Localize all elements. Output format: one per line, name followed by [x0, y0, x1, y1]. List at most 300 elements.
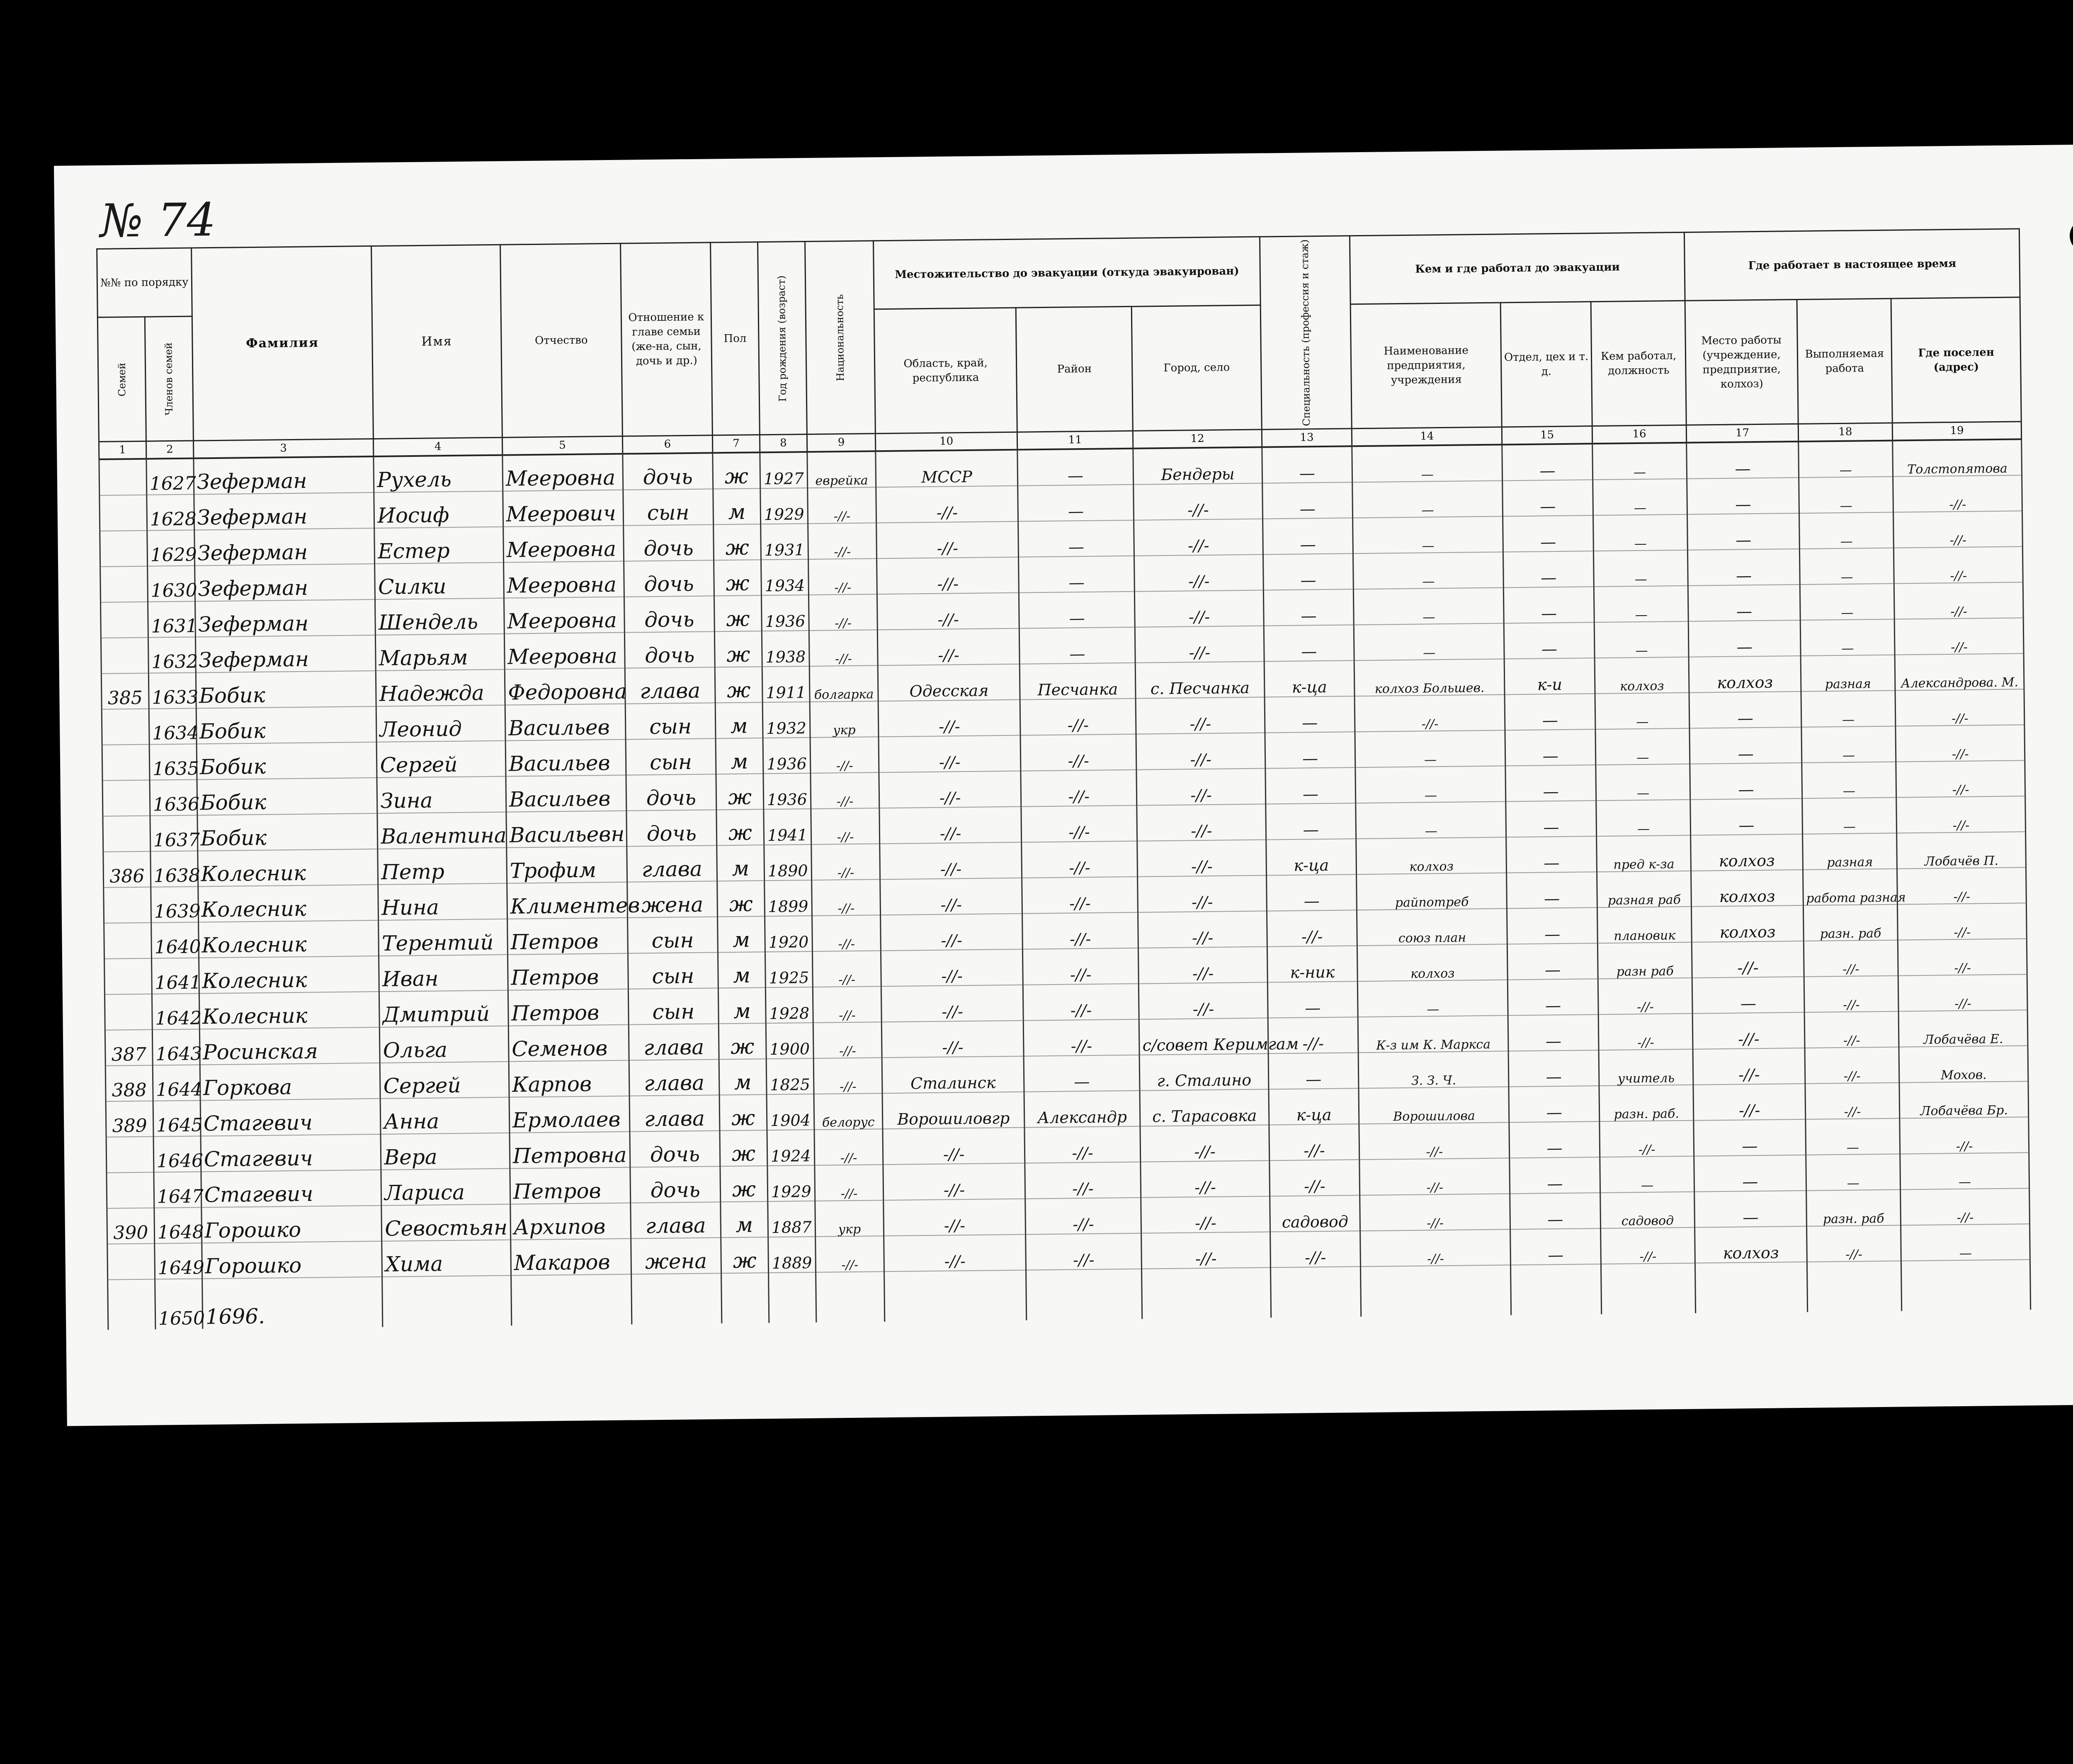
job-cell: —: [1801, 691, 1896, 727]
family-number: [106, 1137, 154, 1173]
empty-cell: [1901, 1260, 2031, 1311]
family-number: [102, 780, 150, 816]
sex-cell: ж: [720, 1166, 768, 1202]
name-cell: Хима: [382, 1240, 511, 1277]
region-cell: -//-: [883, 1163, 1025, 1201]
enterprise-cell: —: [1352, 481, 1503, 518]
surname-cell: Бобик: [196, 671, 376, 709]
enterprise-cell: колхоз: [1356, 837, 1507, 875]
sex-cell: ж: [714, 560, 762, 596]
relation-cell: глава: [629, 1060, 719, 1096]
header-families: Семей: [97, 317, 146, 442]
enterprise-cell: —: [1353, 517, 1503, 554]
settled-address-cell: -//-: [1894, 582, 2024, 619]
specialty-cell: —: [1265, 696, 1355, 733]
district-cell: —: [1019, 592, 1135, 628]
workplace-cell: —: [1694, 1191, 1806, 1228]
relation-cell: сын: [626, 739, 716, 775]
family-number: 386: [103, 852, 151, 888]
birth-year-cell: 1929: [760, 488, 808, 524]
settled-address-cell: Лобачёв П.: [1897, 832, 2026, 869]
name-cell: Сергей: [376, 741, 505, 778]
name-cell: Леонид: [376, 705, 505, 742]
header-prior-work-group: Кем и где работал до эвакуации: [1350, 232, 1685, 304]
header-workplace: Место работы (учреждение, предприятие, колхоз): [1685, 300, 1798, 425]
nationality-cell: -//-: [811, 773, 879, 809]
patronymic-cell: Петров: [507, 954, 628, 990]
specialty-cell: -//-: [1267, 910, 1357, 947]
district-cell: -//-: [1020, 699, 1136, 735]
relation-cell: сын: [628, 953, 718, 989]
settled-address-cell: Мохов.: [1899, 1046, 2028, 1083]
sex-cell: ж: [721, 1237, 769, 1274]
name-cell: Сергей: [380, 1062, 509, 1099]
member-number: 1633: [148, 673, 196, 709]
name-cell: Рухель: [374, 455, 502, 493]
district-cell: —: [1024, 1055, 1140, 1092]
settled-address-cell: -//-: [1896, 725, 2025, 762]
sex-cell: ж: [714, 596, 762, 632]
specialty-cell: —: [1268, 1053, 1359, 1089]
region-cell: -//-: [879, 807, 1021, 844]
enterprise-cell: К-з им К. Маркса: [1358, 1016, 1508, 1053]
birth-year-cell: 1825: [766, 1058, 814, 1094]
name-cell: Петр: [378, 848, 507, 885]
family-number: [104, 887, 151, 923]
specialty-cell: -//-: [1270, 1231, 1360, 1268]
name-cell: Шендель: [375, 598, 504, 635]
job-cell: -//-: [1806, 1225, 1901, 1262]
name-cell: Анна: [380, 1097, 509, 1134]
member-number: 1647: [154, 1172, 201, 1208]
header-birth-year: Год рождения (возраст): [757, 242, 807, 435]
family-number: [104, 994, 152, 1030]
header-relation: Отношение к главе семьи (же-на, сын, дочь и др.): [620, 243, 712, 437]
birth-year-cell: 1936: [763, 773, 811, 809]
family-number: [102, 745, 150, 781]
region-cell: Одесская: [878, 664, 1020, 701]
header-residence-group: Местожительство до эвакуации (откуда эвакуирован): [874, 237, 1260, 309]
member-number: 1644: [153, 1065, 200, 1101]
specialty-cell: —: [1264, 625, 1354, 662]
specialty-cell: —: [1263, 590, 1354, 626]
member-number: 1643: [152, 1029, 200, 1065]
name-cell: Севостьян: [381, 1204, 510, 1241]
empty-cell: [108, 1279, 155, 1330]
enterprise-cell: Ворошилова: [1359, 1087, 1509, 1124]
job-cell: разная: [1801, 655, 1896, 692]
position-cell: -//-: [1598, 1014, 1693, 1050]
enterprise-cell: —: [1354, 624, 1504, 661]
family-number: [101, 638, 148, 674]
city-cell: -//-: [1138, 911, 1267, 948]
patronymic-cell: Петров: [510, 1167, 631, 1204]
job-cell: —: [1799, 548, 1894, 585]
column-number: 11: [1017, 431, 1133, 450]
nationality-cell: -//-: [808, 559, 877, 595]
job-cell: —: [1806, 1154, 1901, 1191]
settled-address-cell: -//-: [1893, 511, 2023, 548]
patronymic-cell: Меерович: [503, 490, 624, 527]
workplace-cell: —: [1694, 1155, 1806, 1192]
relation-cell: жена: [631, 1238, 721, 1274]
district-cell: Александр: [1024, 1091, 1140, 1128]
city-cell: -//-: [1136, 697, 1265, 734]
member-number: 1645: [153, 1101, 201, 1137]
workplace-cell: —: [1692, 977, 1804, 1014]
district-cell: -//-: [1023, 984, 1139, 1021]
position-cell: колхоз: [1595, 657, 1689, 694]
header-surname: Фамилия: [191, 246, 374, 441]
region-cell: -//-: [878, 628, 1020, 666]
job-cell: —: [1800, 584, 1895, 620]
column-number: 4: [374, 438, 502, 457]
family-number: [103, 816, 150, 852]
position-cell: —: [1593, 550, 1688, 587]
region-cell: -//-: [879, 735, 1020, 773]
relation-cell: сын: [625, 703, 716, 740]
city-cell: -//-: [1140, 1125, 1269, 1162]
job-cell: -//-: [1805, 1047, 1900, 1084]
district-cell: Песчанка: [1020, 663, 1136, 700]
position-cell: —: [1594, 621, 1689, 658]
region-cell: -//-: [881, 914, 1022, 951]
empty-cell: [382, 1276, 512, 1327]
department-cell: —: [1505, 730, 1595, 766]
sex-cell: ж: [715, 667, 762, 703]
birth-year-cell: 1931: [761, 524, 808, 560]
member-number: 1648: [154, 1208, 202, 1244]
position-cell: разн раб: [1597, 942, 1692, 979]
department-cell: к-и: [1505, 658, 1595, 695]
family-number: 385: [101, 673, 149, 709]
position-cell: —: [1595, 728, 1690, 765]
enterprise-cell: З. З. Ч.: [1358, 1051, 1509, 1089]
surname-cell: Стагевич: [201, 1134, 381, 1172]
enterprise-cell: -//-: [1359, 1123, 1510, 1160]
job-cell: —: [1801, 726, 1896, 763]
workplace-cell: колхоз: [1692, 905, 1804, 942]
workplace-cell: —: [1687, 513, 1799, 550]
patronymic-cell: Карпов: [509, 1060, 629, 1097]
header-district: Район: [1016, 307, 1133, 432]
settled-address-cell: —: [1901, 1224, 2030, 1261]
city-cell: Бендеры: [1133, 447, 1262, 485]
birth-year-cell: 1924: [767, 1130, 815, 1166]
name-cell: Нина: [378, 883, 507, 920]
nationality-cell: -//-: [808, 523, 876, 560]
specialty-cell: к-ца: [1264, 661, 1354, 697]
nationality-cell: укр: [815, 1201, 884, 1237]
nationality-cell: -//-: [811, 844, 880, 881]
nationality-cell: -//-: [810, 737, 879, 774]
position-cell: —: [1594, 586, 1689, 622]
workplace-cell: -//-: [1693, 1048, 1805, 1085]
region-cell: -//-: [878, 700, 1020, 737]
patronymic-cell: Мееровна: [503, 561, 624, 598]
region-cell: Сталинск: [882, 1056, 1024, 1094]
position-cell: —: [1592, 443, 1687, 480]
sex-cell: м: [719, 1059, 767, 1095]
column-number: 16: [1592, 425, 1687, 444]
column-number: 7: [712, 435, 760, 453]
surname-cell: Горошко: [201, 1241, 382, 1279]
region-cell: -//-: [876, 486, 1018, 523]
department-cell: —: [1504, 587, 1594, 624]
empty-cell: [1026, 1269, 1142, 1320]
empty-cell: [511, 1274, 631, 1326]
workplace-cell: -//-: [1693, 1012, 1805, 1049]
position-cell: —: [1600, 1156, 1694, 1193]
empty-cell: [768, 1272, 816, 1323]
nationality-cell: -//-: [815, 1236, 884, 1273]
city-cell: -//-: [1134, 519, 1263, 556]
specialty-cell: —: [1263, 554, 1353, 590]
member-number: 1627: [146, 459, 194, 495]
sex-cell: м: [716, 738, 763, 774]
column-number: 15: [1502, 426, 1592, 445]
district-cell: -//-: [1022, 877, 1138, 914]
job-cell: разная: [1802, 833, 1897, 870]
empty-cell: [1807, 1261, 1902, 1312]
position-cell: садовод: [1600, 1192, 1695, 1228]
patronymic-cell: Ермолаев: [509, 1096, 630, 1133]
workplace-cell: —: [1689, 692, 1801, 728]
department-cell: —: [1508, 1051, 1599, 1087]
city-cell: -//-: [1141, 1196, 1270, 1233]
enterprise-cell: —: [1355, 730, 1505, 768]
surname-cell: Росинская: [199, 1027, 380, 1065]
position-cell: -//-: [1600, 1121, 1694, 1157]
column-number: 8: [760, 434, 807, 453]
department-cell: —: [1506, 837, 1597, 873]
relation-cell: глава: [626, 846, 717, 882]
specialty-cell: —: [1267, 982, 1358, 1018]
district-cell: -//-: [1021, 770, 1137, 807]
settled-address-cell: -//-: [1897, 868, 2027, 905]
specialty-cell: —: [1262, 518, 1353, 555]
member-number: 1634: [149, 709, 197, 745]
specialty-cell: —: [1265, 732, 1355, 769]
nationality-cell: -//-: [812, 915, 881, 952]
surname-cell: Зеферман: [194, 564, 375, 602]
sex-cell: м: [715, 703, 763, 739]
name-cell: Силки: [375, 563, 504, 599]
sex-cell: ж: [714, 524, 761, 561]
sex-cell: м: [718, 988, 766, 1024]
department-cell: —: [1505, 765, 1596, 802]
specialty-cell: к-ник: [1267, 946, 1357, 983]
name-cell: Дмитрий: [379, 990, 508, 1027]
family-number: [107, 1244, 155, 1280]
job-cell: —: [1799, 477, 1893, 513]
region-cell: -//-: [880, 842, 1022, 880]
name-cell: Терентий: [379, 919, 507, 956]
department-cell: —: [1510, 1229, 1601, 1265]
department-cell: —: [1503, 551, 1594, 588]
region-cell: -//-: [880, 878, 1022, 915]
district-cell: -//-: [1022, 841, 1138, 878]
job-cell: работа разная: [1803, 869, 1898, 905]
nationality-cell: болгарка: [809, 666, 878, 702]
workplace-cell: —: [1688, 549, 1800, 586]
family-number: [100, 531, 148, 567]
column-number: 14: [1352, 427, 1502, 446]
nationality-cell: -//-: [813, 987, 881, 1023]
job-cell: —: [1805, 1119, 1900, 1155]
settled-address-cell: -//-: [1896, 761, 2025, 798]
relation-cell: глава: [625, 667, 715, 704]
region-cell: -//-: [877, 593, 1019, 630]
nationality-cell: -//-: [808, 594, 877, 631]
member-number: 1630: [147, 566, 195, 602]
position-cell: —: [1595, 693, 1690, 729]
city-cell: -//-: [1134, 555, 1263, 592]
region-cell: -//-: [881, 985, 1023, 1022]
family-number: [100, 566, 148, 602]
member-number: 1642: [152, 994, 199, 1030]
workplace-cell: -//-: [1693, 1084, 1805, 1121]
register-rows: [99, 439, 2031, 1330]
specialty-cell: -//-: [1269, 1124, 1359, 1161]
column-number: 10: [876, 432, 1017, 451]
surname-cell: Колесник: [199, 956, 379, 994]
enterprise-cell: -//-: [1354, 695, 1505, 732]
surname-cell: Бобик: [197, 742, 377, 780]
department-cell: —: [1506, 801, 1596, 837]
nationality-cell: -//-: [811, 880, 880, 916]
sex-cell: ж: [714, 631, 762, 667]
enterprise-cell: колхоз Большев.: [1354, 659, 1505, 696]
surname-cell: Зеферман: [194, 456, 374, 495]
column-number: 3: [193, 439, 374, 459]
nationality-cell: -//-: [809, 630, 878, 667]
name-cell: Марьям: [376, 634, 505, 671]
header-patronymic: Отчество: [500, 243, 622, 437]
job-cell: —: [1799, 512, 1894, 549]
birth-year-cell: 1925: [765, 951, 813, 988]
header-position: Кем работал, должность: [1591, 301, 1687, 426]
city-cell: -//-: [1137, 840, 1266, 877]
patronymic-cell: Архипов: [510, 1203, 631, 1240]
birth-year-cell: 1911: [762, 666, 810, 702]
region-cell: -//-: [883, 1128, 1024, 1165]
enterprise-cell: —: [1356, 802, 1506, 839]
enterprise-cell: райпотреб: [1357, 873, 1507, 910]
settled-address-cell: -//-: [1898, 975, 2027, 1012]
settled-address-cell: -//-: [1894, 618, 2024, 655]
patronymic-cell: Мееровна: [502, 454, 623, 491]
patronymic-cell: Климентев: [507, 882, 628, 919]
position-cell: -//-: [1600, 1228, 1695, 1264]
patronymic-cell: Мееровна: [504, 597, 624, 634]
patronymic-cell: Петров: [507, 918, 628, 955]
member-number: 1628: [147, 495, 194, 531]
empty-cell: [1601, 1263, 1696, 1314]
member-number: 1631: [148, 602, 195, 638]
column-number: 6: [622, 435, 713, 454]
enterprise-cell: -//-: [1360, 1230, 1511, 1267]
surname-cell: Зеферман: [194, 528, 375, 566]
patronymic-cell: Трофим: [507, 847, 627, 883]
surname-cell: Колесник: [198, 885, 379, 922]
nationality-cell: -//-: [807, 488, 876, 524]
settled-address-cell: -//-: [1893, 476, 2022, 512]
column-number: 5: [502, 437, 622, 456]
specialty-cell: к-ца: [1266, 839, 1356, 876]
department-cell: —: [1508, 1015, 1599, 1051]
specialty-cell: садовод: [1270, 1196, 1360, 1232]
enterprise-cell: колхоз: [1357, 944, 1508, 982]
department-cell: —: [1508, 979, 1598, 1016]
surname-cell: Зеферман: [195, 599, 376, 637]
patronymic-cell: Семенов: [508, 1025, 629, 1062]
family-number: 387: [105, 1030, 153, 1066]
relation-cell: глава: [630, 1202, 721, 1239]
empty-cell: [1361, 1265, 1511, 1317]
sex-cell: ж: [720, 1131, 767, 1167]
punch-hole: [2070, 219, 2073, 252]
patronymic-cell: Макаров: [511, 1239, 631, 1276]
city-cell: с. Песчанка: [1136, 662, 1265, 699]
member-number: 1641: [151, 958, 199, 994]
workplace-cell: —: [1687, 442, 1799, 479]
region-cell: -//-: [879, 771, 1021, 808]
sex-cell: ж: [719, 1095, 767, 1131]
column-number: 18: [1798, 423, 1893, 442]
region-cell: -//-: [882, 1021, 1024, 1058]
workplace-cell: —: [1690, 798, 1802, 835]
sex-cell: ж: [719, 1024, 766, 1060]
city-cell: -//-: [1136, 733, 1265, 770]
header-name: Имя: [371, 245, 502, 439]
job-cell: —: [1802, 798, 1897, 834]
empty-cell: [1695, 1262, 1807, 1313]
header-current-work-group: Где работает в настоящее время: [1685, 229, 2020, 301]
nationality-cell: еврейка: [807, 451, 876, 488]
header-order-group: №№ по порядку: [97, 248, 192, 318]
specialty-cell: —: [1266, 803, 1356, 840]
department-cell: —: [1503, 516, 1593, 552]
family-number: 389: [106, 1101, 153, 1137]
specialty-cell: -//-: [1268, 1017, 1358, 1054]
birth-year-cell: 1899: [765, 880, 812, 916]
birth-year-cell: 1936: [763, 738, 811, 774]
family-number: [104, 923, 152, 959]
nationality-cell: -//-: [813, 1022, 882, 1059]
member-number: 1629: [147, 530, 195, 566]
specialty-cell: к-ца: [1269, 1089, 1359, 1125]
relation-cell: глава: [629, 1095, 720, 1132]
district-cell: -//-: [1025, 1162, 1141, 1199]
enterprise-cell: —: [1357, 980, 1508, 1017]
sex-cell: ж: [716, 810, 764, 846]
job-cell: -//-: [1804, 940, 1898, 977]
district-cell: -//-: [1020, 734, 1136, 771]
member-number: 1638: [150, 851, 198, 887]
relation-cell: дочь: [626, 774, 716, 811]
total-note: 1696.: [202, 1277, 383, 1329]
member-number: 1636: [150, 780, 197, 816]
region-cell: -//-: [876, 522, 1018, 559]
header-city: Город, село: [1132, 305, 1262, 431]
workplace-cell: -//-: [1692, 941, 1804, 978]
nationality-cell: -//-: [812, 951, 881, 988]
department-cell: —: [1504, 623, 1595, 659]
settled-address-cell: -//-: [1896, 796, 2026, 833]
district-cell: -//-: [1024, 1126, 1141, 1163]
workplace-cell: —: [1689, 727, 1801, 764]
